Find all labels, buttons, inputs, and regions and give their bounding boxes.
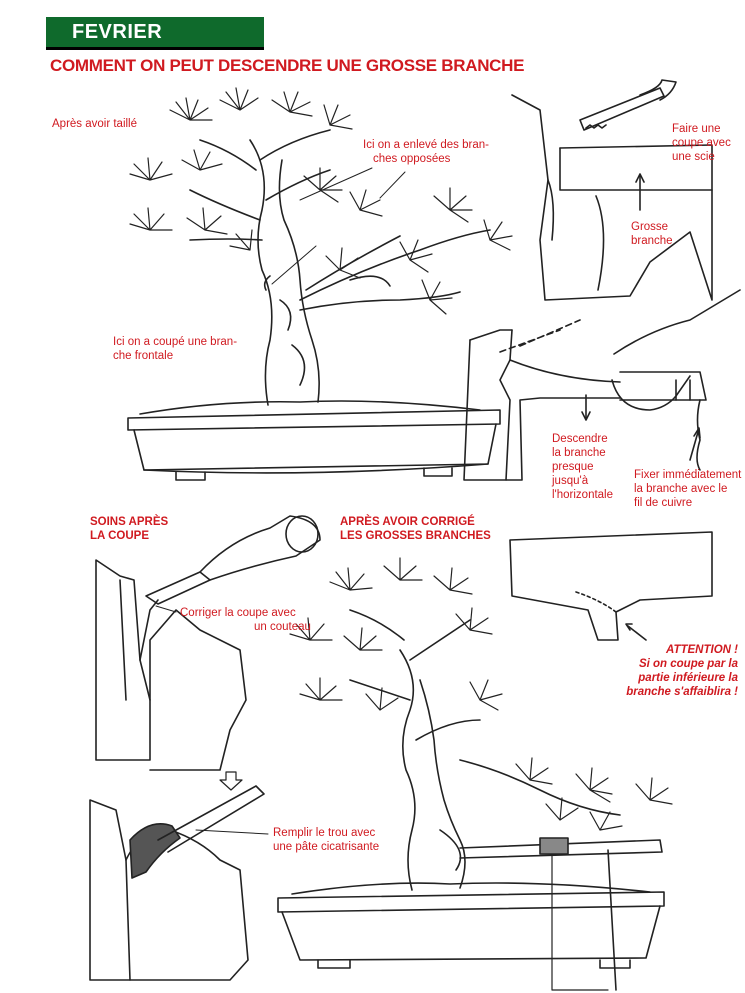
- label-fill-with-paste: [273, 826, 379, 854]
- label-line: LES GROSSES BRANCHES: [340, 530, 491, 542]
- section-after-correction: [340, 515, 491, 543]
- label-line: APRÈS AVOIR CORRIGÉ: [340, 516, 475, 528]
- label-line: presque: [552, 461, 594, 473]
- label-lower-branch: [552, 432, 613, 502]
- attention-warning: [590, 643, 738, 699]
- bonsai-tree-bottom-illustration: [278, 558, 672, 990]
- saw-cut-illustration: [512, 80, 712, 300]
- label-after-pruning: Après avoir taillé: [52, 118, 138, 130]
- label-big-branch: [631, 220, 673, 248]
- label-line: Ici on a enlevé des bran-: [363, 139, 489, 151]
- label-line: ches opposées: [373, 153, 451, 165]
- label-line: branche s'affaiblira !: [626, 686, 738, 698]
- month-header: FEVRIER: [72, 21, 163, 43]
- label-line: branche: [631, 235, 673, 247]
- label-correct-with-knife: [180, 606, 311, 634]
- label-line: une pâte cicatrisante: [273, 841, 380, 853]
- label-line: jusqu'à: [552, 475, 589, 487]
- label-line: Grosse: [631, 221, 669, 233]
- label-line: Remplir le trou avec: [273, 827, 376, 839]
- paste-fill-illustration: [90, 786, 264, 980]
- label-line: Si on coupe par la: [638, 658, 738, 670]
- knife-correction-illustration: [96, 516, 320, 770]
- label-line: ATTENTION !: [666, 644, 738, 656]
- label-line: partie inférieure la: [638, 672, 738, 684]
- label-line: la branche avec le: [634, 483, 728, 495]
- label-line: l'horizontale: [552, 489, 614, 501]
- section-care-after-cut: [90, 515, 168, 543]
- label-line: Corriger la coupe avec: [180, 607, 296, 619]
- label-line: Ici on a coupé une bran-: [113, 336, 238, 348]
- label-line: Fixer immédiatement: [634, 469, 742, 481]
- label-line: SOINS APRÈS: [90, 516, 169, 528]
- label-cut-front-branch: [113, 335, 237, 363]
- label-line: fil de cuivre: [634, 497, 693, 509]
- label-line: la branche: [552, 447, 606, 459]
- label-removed-opposite-branches: [363, 138, 489, 166]
- warning-cut-diagram: [510, 532, 712, 640]
- label-line: une scie: [672, 151, 715, 163]
- page-title: COMMENT ON PEUT DESCENDRE UNE GROSSE BRANCHE: [50, 56, 525, 75]
- label-saw-cut: [672, 122, 745, 164]
- label-line: Descendre: [552, 433, 608, 445]
- label-line: un couteau: [254, 621, 311, 633]
- label-line: che frontale: [113, 350, 174, 362]
- label-line: Faire une coupe avec: [672, 123, 731, 149]
- label-fix-copper-wire: [634, 468, 741, 510]
- label-line: LA COUPE: [90, 530, 149, 542]
